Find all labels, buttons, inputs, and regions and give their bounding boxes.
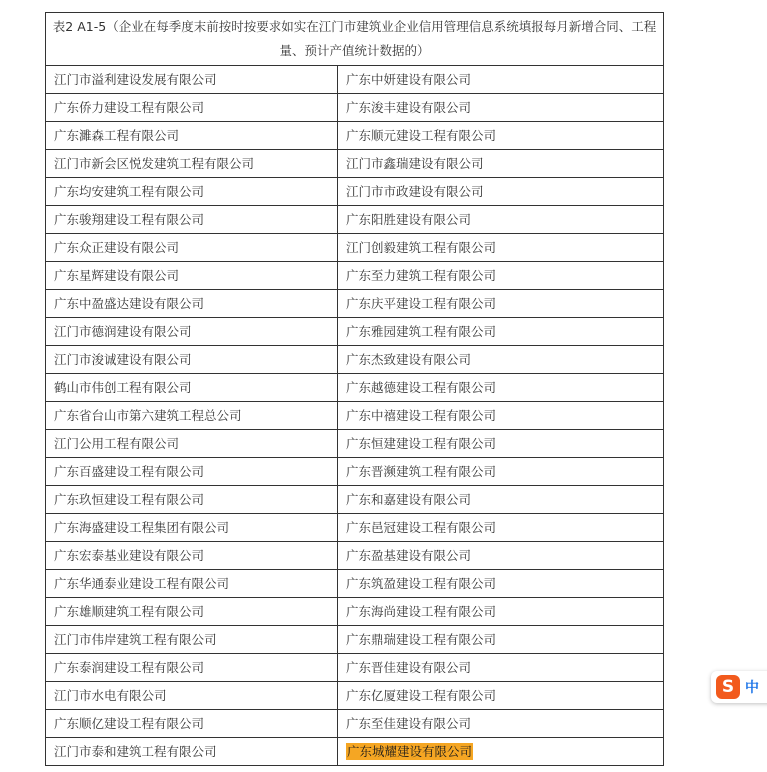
table-row — [46, 738, 664, 766]
table-row — [46, 374, 664, 402]
company-cell-right: 广东至力建筑工程有限公司 — [338, 262, 664, 290]
company-cell-right: 广东和嘉建设有限公司 — [338, 486, 664, 514]
table-row — [46, 458, 664, 486]
table-caption: 表2 A1-5（企业在每季度末前按时按要求如实在江门市建筑业企业信用管理信息系统填报每月新增合同、工程量、预计产值统计数据的） — [46, 13, 664, 66]
company-cell-left: 广东濉森工程有限公司 — [46, 122, 338, 150]
table-row — [46, 94, 664, 122]
company-cell-left: 广东玖恒建设工程有限公司 — [46, 486, 338, 514]
company-cell-right: 江门市鑫瑞建设有限公司 — [338, 150, 664, 178]
company-cell-left: 鹤山市伟创工程有限公司 — [46, 374, 338, 402]
company-cell-right: 广东邑冠建设工程有限公司 — [338, 514, 664, 542]
table-row — [46, 430, 664, 458]
company-cell-left: 江门市水电有限公司 — [46, 682, 338, 710]
table-caption-row — [46, 13, 664, 66]
company-cell-left: 广东顺亿建设工程有限公司 — [46, 710, 338, 738]
table-row — [46, 626, 664, 654]
table-row — [46, 66, 664, 94]
table-row — [46, 178, 664, 206]
company-cell-left: 江门市德润建设有限公司 — [46, 318, 338, 346]
company-cell-right — [338, 738, 664, 766]
company-cell-right: 广东晋濒建筑工程有限公司 — [338, 458, 664, 486]
company-cell-left: 广东百盛建设工程有限公司 — [46, 458, 338, 486]
company-cell-left: 广东宏泰基业建设有限公司 — [46, 542, 338, 570]
company-cell-left: 广东华通泰业建设工程有限公司 — [46, 570, 338, 598]
table-row — [46, 234, 664, 262]
company-table — [45, 12, 664, 766]
company-table-body — [46, 13, 664, 766]
table-row — [46, 598, 664, 626]
company-cell-left: 江门市泰和建筑工程有限公司 — [46, 738, 338, 766]
company-cell-left: 广东海盛建设工程集团有限公司 — [46, 514, 338, 542]
company-cell-left: 广东星辉建设有限公司 — [46, 262, 338, 290]
company-cell-left: 广东众正建设有限公司 — [46, 234, 338, 262]
company-cell-right: 广东中妍建设有限公司 — [338, 66, 664, 94]
table-row — [46, 710, 664, 738]
company-cell-right: 广东庆平建设工程有限公司 — [338, 290, 664, 318]
company-cell-left: 广东骏翔建设工程有限公司 — [46, 206, 338, 234]
table-row — [46, 542, 664, 570]
table-row — [46, 346, 664, 374]
company-cell-left: 江门市伟岸建筑工程有限公司 — [46, 626, 338, 654]
table-row — [46, 262, 664, 290]
company-cell-left: 江门市新会区悦发建筑工程有限公司 — [46, 150, 338, 178]
company-cell-right: 广东筑盈建设工程有限公司 — [338, 570, 664, 598]
table-row — [46, 486, 664, 514]
table-row — [46, 682, 664, 710]
company-cell-right: 广东至佳建设有限公司 — [338, 710, 664, 738]
company-cell-right: 江门市市政建设有限公司 — [338, 178, 664, 206]
company-cell-left: 广东侨力建设工程有限公司 — [46, 94, 338, 122]
ime-mode-indicator[interactable]: 中 — [745, 680, 759, 696]
company-cell-left: 江门市溢利建设发展有限公司 — [46, 66, 338, 94]
company-cell-right: 广东浚丰建设有限公司 — [338, 94, 664, 122]
company-cell-right: 广东中禧建设工程有限公司 — [338, 402, 664, 430]
ime-toolbar[interactable] — [711, 671, 767, 703]
table-row — [46, 514, 664, 542]
company-cell-right: 广东鼎瑞建设工程有限公司 — [338, 626, 664, 654]
table-row — [46, 570, 664, 598]
company-cell-right: 广东阳胜建设有限公司 — [338, 206, 664, 234]
sogou-ime-icon[interactable]: S — [716, 675, 740, 699]
company-cell-right: 广东恒建建设工程有限公司 — [338, 430, 664, 458]
company-cell-right: 广东杰致建设有限公司 — [338, 346, 664, 374]
company-cell-left: 广东雄顺建筑工程有限公司 — [46, 598, 338, 626]
company-cell-left: 江门公用工程有限公司 — [46, 430, 338, 458]
company-cell-right: 广东顺元建设工程有限公司 — [338, 122, 664, 150]
company-cell-right: 广东晋佳建设有限公司 — [338, 654, 664, 682]
company-cell-right: 广东雅园建筑工程有限公司 — [338, 318, 664, 346]
table-row — [46, 206, 664, 234]
company-cell-left: 广东泰润建设工程有限公司 — [46, 654, 338, 682]
table-row — [46, 290, 664, 318]
company-cell-left: 江门市浚诚建设有限公司 — [46, 346, 338, 374]
company-cell-right: 广东盈基建设有限公司 — [338, 542, 664, 570]
table-row — [46, 122, 664, 150]
table-row — [46, 318, 664, 346]
table-row — [46, 150, 664, 178]
table-row — [46, 654, 664, 682]
company-cell-right: 广东海尚建设工程有限公司 — [338, 598, 664, 626]
company-cell-left: 广东省台山市第六建筑工程总公司 — [46, 402, 338, 430]
company-cell-right: 广东越德建设工程有限公司 — [338, 374, 664, 402]
company-cell-left: 广东中盈盛达建设有限公司 — [46, 290, 338, 318]
table-row — [46, 402, 664, 430]
company-cell-right: 江门创毅建筑工程有限公司 — [338, 234, 664, 262]
company-cell-left: 广东均安建筑工程有限公司 — [46, 178, 338, 206]
highlighted-company-name: 广东城耀建设有限公司 — [347, 743, 473, 759]
company-cell-right: 广东亿厦建设工程有限公司 — [338, 682, 664, 710]
